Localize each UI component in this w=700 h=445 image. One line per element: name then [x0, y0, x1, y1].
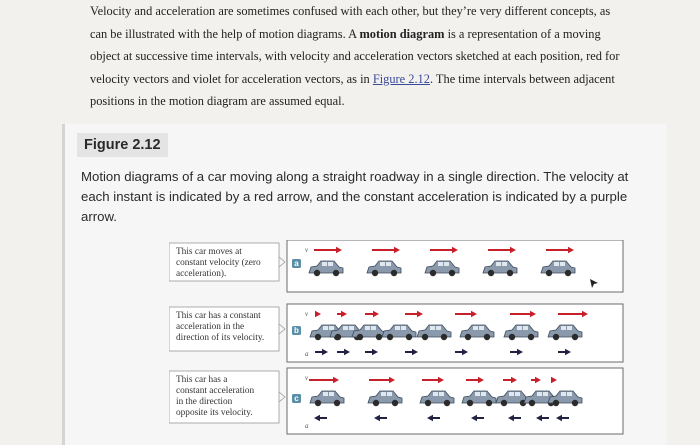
motion-row-b — [169, 304, 623, 362]
motion-diagram-term: motion diagram — [359, 26, 445, 41]
row-pointer — [279, 257, 285, 267]
row-label-line: direction of its velocity. — [176, 333, 265, 343]
velocity-symbol: v — [305, 374, 309, 382]
row-label-line: This car has a — [176, 375, 228, 385]
row-tag-letter: c — [294, 394, 299, 403]
row-pointer — [279, 324, 285, 334]
motion-row-a — [169, 240, 623, 292]
intro-line-3: object at successive time intervals, with velocity and acceleration vectors sketched at each position, red for — [90, 49, 620, 63]
row-tag-letter: b — [294, 326, 299, 335]
velocity-symbol: v — [305, 310, 309, 318]
motion-row-c — [169, 368, 623, 434]
figure-title: Figure 2.12 — [77, 133, 168, 157]
figure-2-12-link[interactable]: Figure 2.12 — [372, 71, 430, 86]
figure-panel — [62, 124, 667, 445]
intro-text — [90, 0, 650, 113]
velocity-symbol: v — [305, 246, 309, 254]
acceleration-symbol: a — [305, 350, 309, 358]
intro-line-2: can be illustrated with the help of motion diagrams. A motion diagram is a representation of a moving — [90, 26, 601, 41]
row-label-line: constant velocity (zero — [176, 258, 261, 268]
row-pointer — [279, 392, 285, 402]
row-label-line: This car moves at — [176, 247, 242, 257]
intro-line-1: Velocity and acceleration are sometimes confused with each other, but they’re very different concepts, as — [90, 4, 611, 18]
row-label-line: acceleration in the — [176, 322, 245, 332]
row-label-line: acceleration). — [176, 269, 227, 279]
intro-line-4: velocity vectors and violet for acceleration vectors, as in Figure 2.12. The time intervals between adjacent — [90, 71, 615, 86]
intro-line-5: positions in the motion diagram are assumed equal. — [90, 94, 345, 108]
acceleration-symbol: a — [305, 422, 309, 430]
row-label-line: This car has a constant — [176, 311, 261, 321]
row-label-line: constant acceleration — [176, 386, 255, 396]
motion-diagram — [169, 240, 629, 436]
row-label-line: in the direction — [176, 397, 233, 407]
mouse-pointer-icon — [588, 278, 600, 290]
figure-caption: Motion diagrams of a car moving along a straight roadway in a single direction. The velocity at each instant is indicated by a red arrow, and the constant acceleration is indicated by a purple arrow. — [81, 169, 629, 224]
row-tag-letter: a — [294, 259, 299, 268]
row-label-line: opposite its velocity. — [176, 408, 253, 418]
